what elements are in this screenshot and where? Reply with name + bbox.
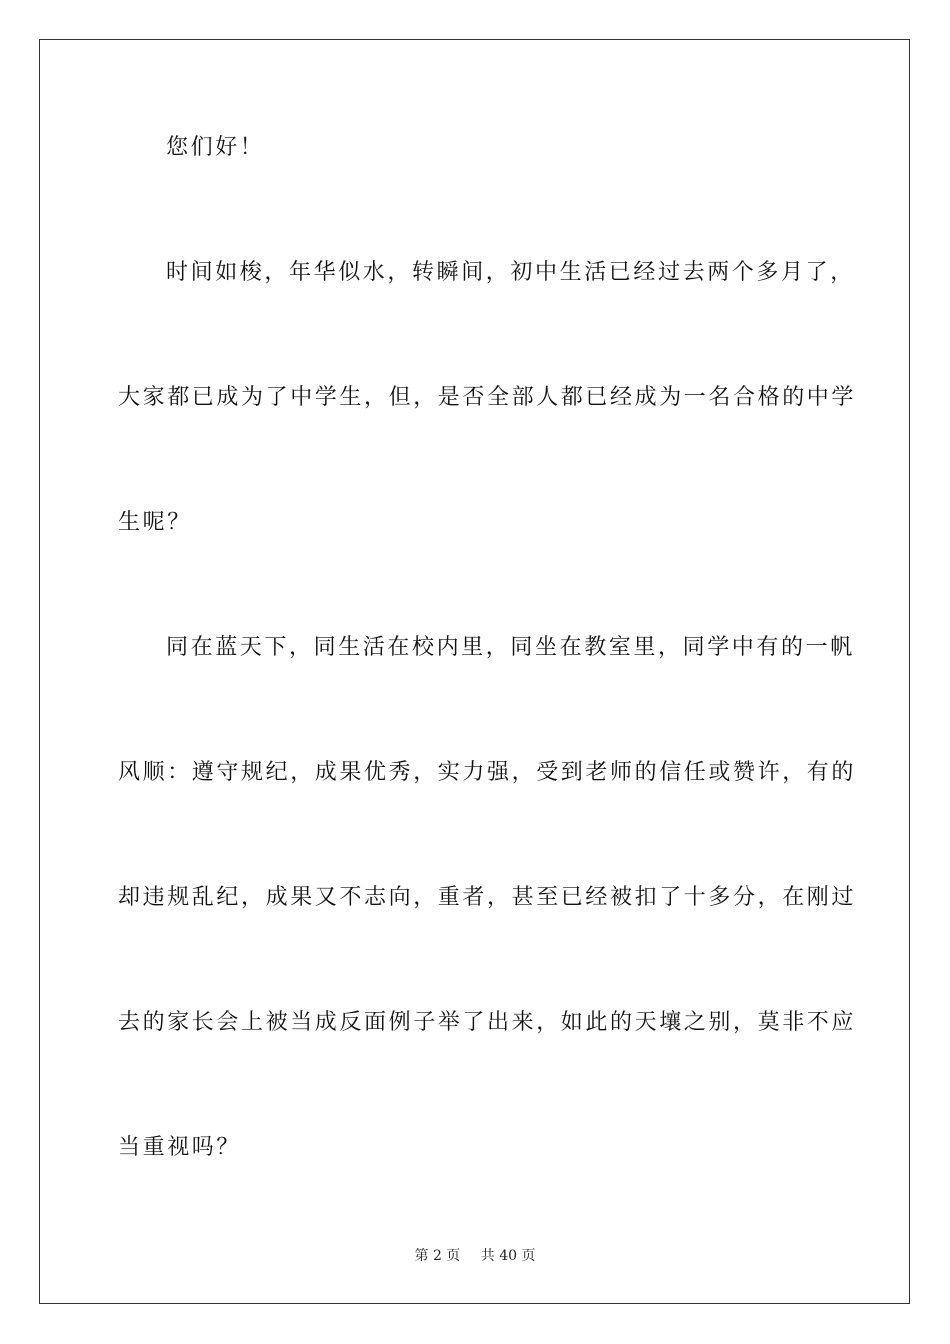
page-number: 第 2 页 (414, 1248, 461, 1264)
paragraph-1-line-1: 时间如梭，年华似水，转瞬间，初中生活已经过去两个多月了， (166, 260, 855, 285)
paragraph-2-line-3: 却违规乱纪，成果又不志向，重者，甚至已经被扣了十多分，在刚过 (118, 885, 857, 910)
page-footer (0, 1246, 950, 1266)
page-border (39, 39, 910, 1304)
paragraph-2-line-5: 当重视吗？ (118, 1135, 242, 1160)
greeting-line: 您们好！ (166, 135, 265, 160)
paragraph-2-line-4: 去的家长会上被当成反面例子举了出来，如此的天壤之别，莫非不应 (118, 1010, 857, 1035)
paragraph-1-line-3: 生呢？ (118, 510, 192, 535)
paragraph-1-line-2: 大家都已成为了中学生，但，是否全部人都已经成为一名合格的中学 (118, 385, 857, 410)
paragraph-2-line-1: 同在蓝天下，同生活在校内里，同坐在教室里，同学中有的一帆 (166, 635, 855, 660)
paragraph-2-line-2: 风顺：遵守规纪，成果优秀，实力强，受到老师的信任或赞许，有的 (118, 760, 857, 785)
total-pages: 共 40 页 (480, 1248, 536, 1264)
